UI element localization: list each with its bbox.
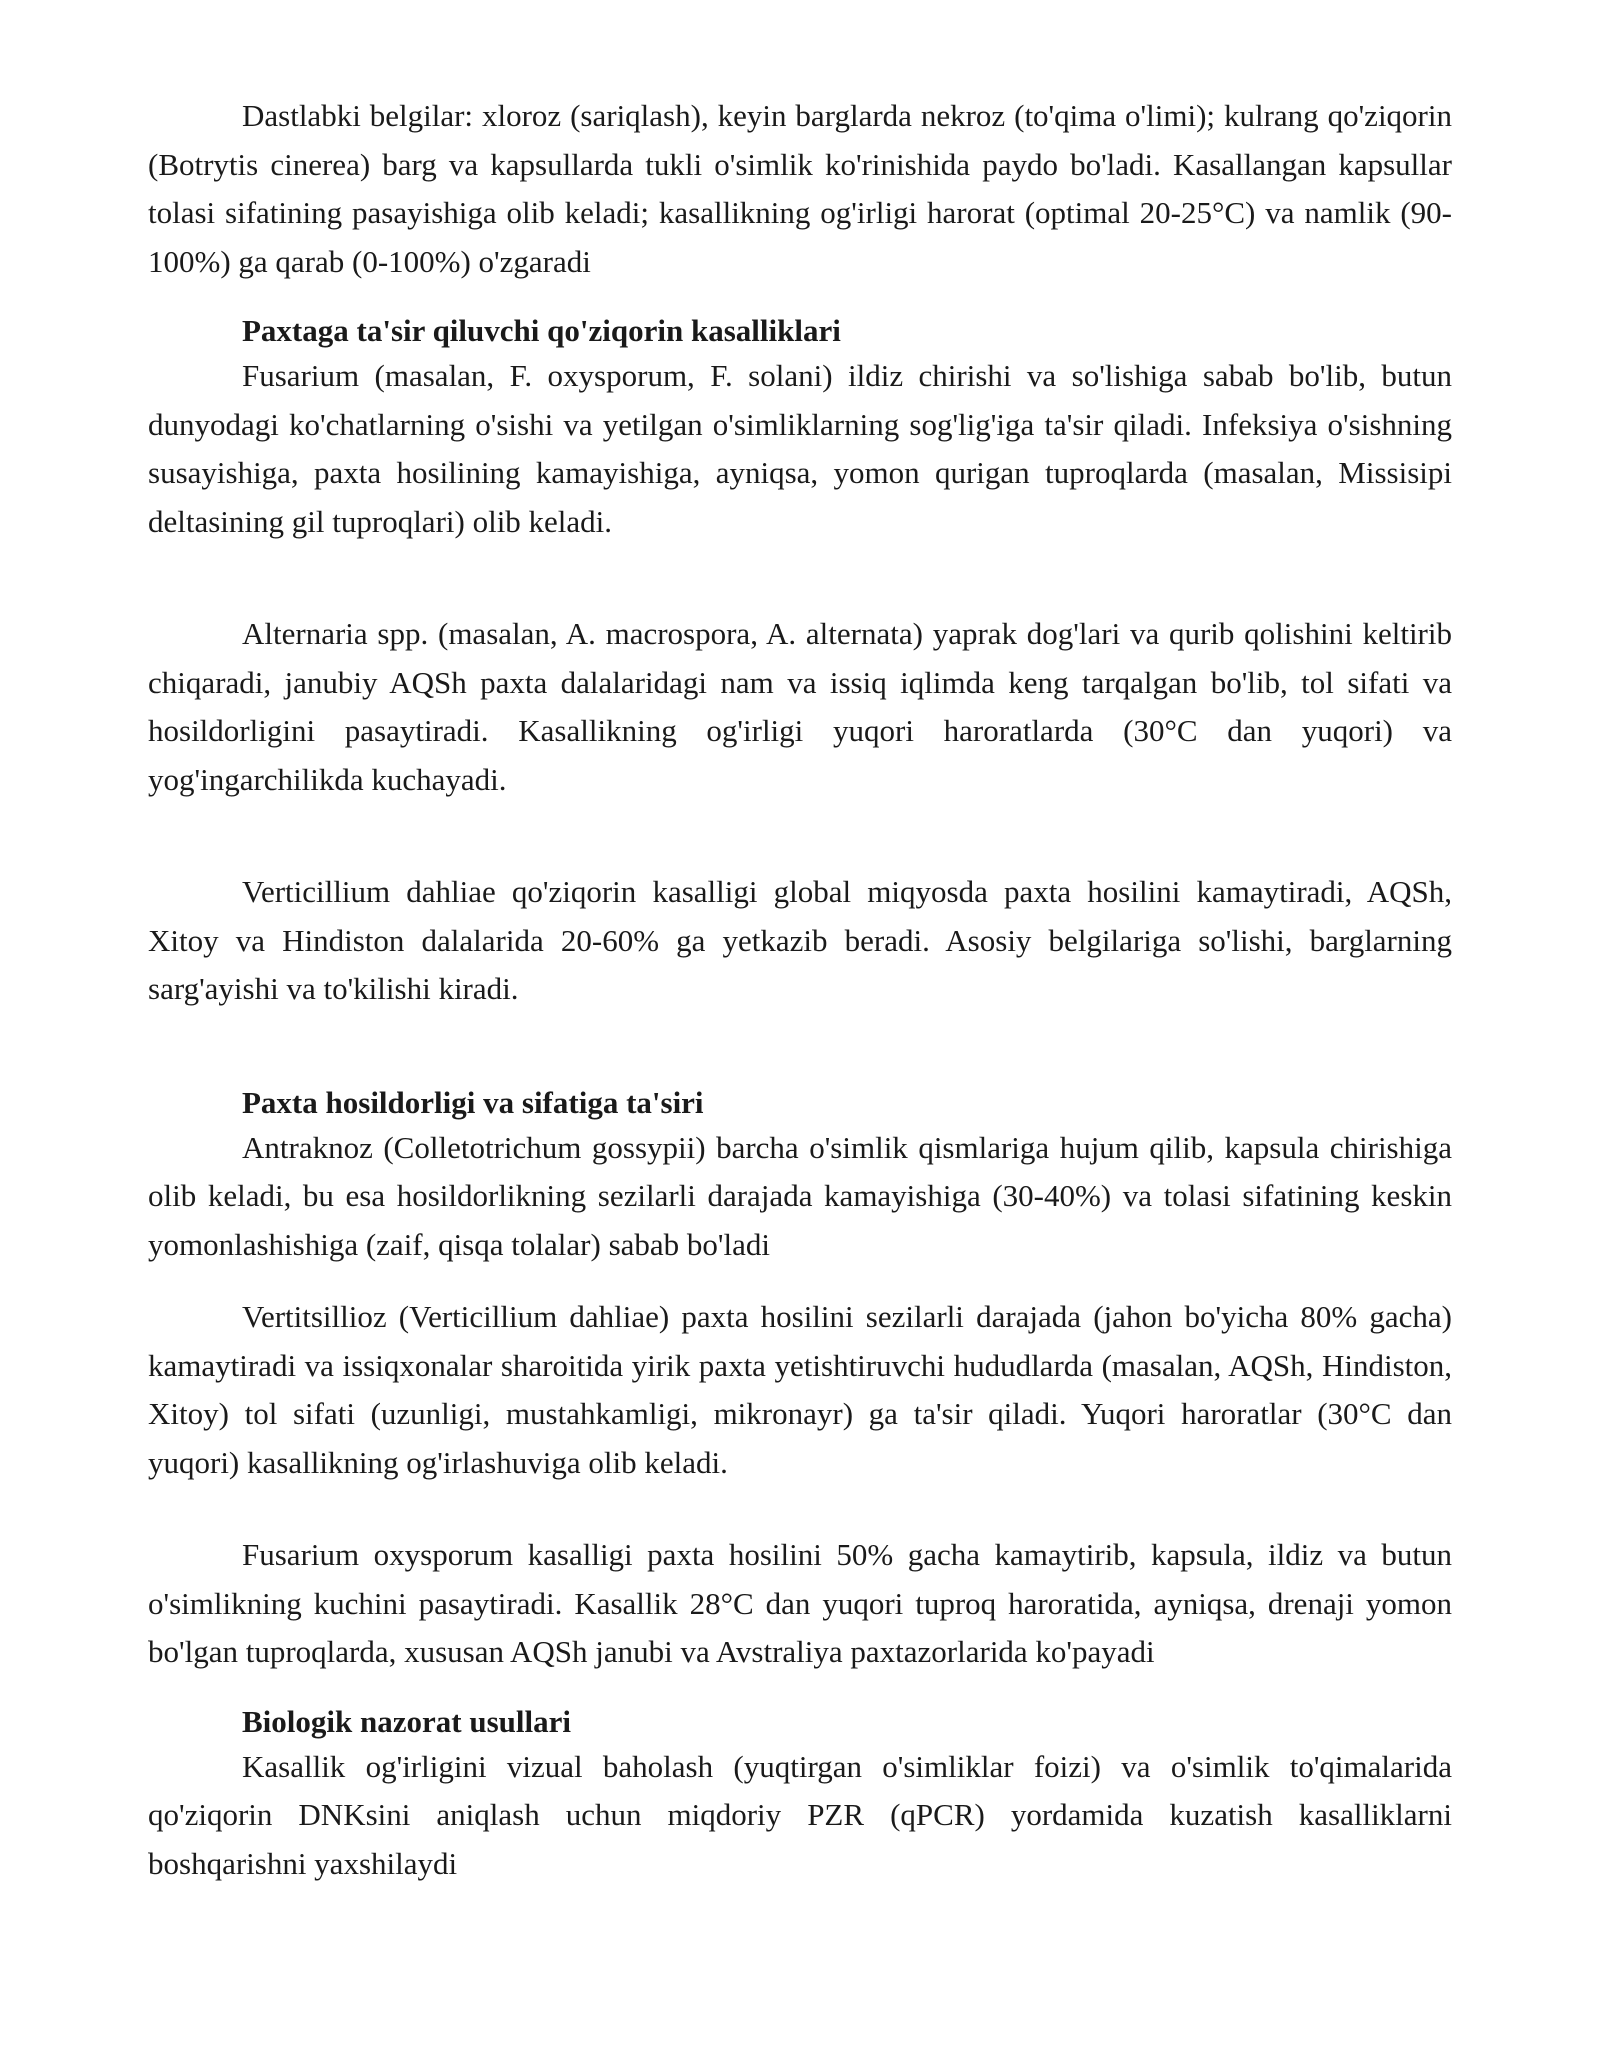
spacer: [148, 1677, 1452, 1701]
heading-yield-quality: Paxta hosildorligi va sifatiga ta'siri: [242, 1084, 704, 1120]
spacer: [148, 1014, 1452, 1082]
spacer: [148, 1269, 1452, 1293]
paragraph-alternaria: Alternaria spp. (masalan, A. macrospora, A. alternata) yaprak dog'lari va qurib qolishini keltirib chiqaradi, janubiy AQSh paxta dalalaridagi nam va issiq iqlimda keng tarqalgan bo'lib, tol sifati va hosildorligini pasaytiradi. Kasallikning og'irligi yuqori haroratlarda (30°C dan yuqori) va yog'ingarchilikda kuchayadi.: [148, 616, 1452, 797]
document-page: [148, 92, 1452, 1888]
heading-fungal-diseases: Paxtaga ta'sir qiluvchi qo'ziqorin kasalliklari: [242, 313, 841, 348]
spacer: [148, 804, 1452, 868]
heading-biological-control: Biologik nazorat usullari: [242, 1703, 571, 1739]
paragraph-fusarium-oxysporum: Fusarium oxysporum kasalligi paxta hosilini 50% gacha kamaytirib, kapsula, ildiz va butun o'simlikning kuchini pasaytiradi. Kasallik 28°C dan yuqori tuproq haroratida, ayniqsa, drenaji yomon bo'lgan tuproqlarda, xususan AQSh janubi va Avstraliya paxtazorlarida ko'payadi: [148, 1537, 1452, 1669]
paragraph-verticillium: Verticillium dahliae qo'ziqorin kasalligi global miqyosda paxta hosilini kamaytiradi, AQSh, Xitoy va Hindiston dalalarida 20-60% ga yetkazib beradi. Asosiy belgilariga so'lishi, barglarning sarg'ayishi va to'kilishi kiradi.: [148, 874, 1452, 1006]
paragraph-fusarium: Fusarium (masalan, F. oxysporum, F. solani) ildiz chirishi va so'lishiga sabab bo'lib, butun dunyodagi ko'chatlarning o'sishi va yetilgan o'simliklarning sog'lig'iga ta'sir qiladi. Infeksiya o'sishning susayishiga, paxta hosilining kamayishiga, ayniqsa, yomon qurigan tuproqlarda (masalan, Missisipi deltasining gil tuproqlari) olib keladi.: [148, 358, 1452, 539]
spacer: [148, 286, 1452, 310]
spacer: [148, 546, 1452, 610]
paragraph-monitoring: Kasallik og'irligini vizual baholash (yuqtirgan o'simliklar foizi) va o'simlik to'qimalarida qo'ziqorin DNKsini aniqlash uchun miqdoriy PZR (qPCR) yordamida kuzatish kasalliklarni boshqarishni yaxshilaydi: [148, 1748, 1452, 1881]
paragraph-verticilliosis: Vertitsillioz (Verticillium dahliae) paxta hosilini sezilarli darajada (jahon bo'yicha 80% gacha) kamaytiradi va issiqxonalar sharoitida yirik paxta yetishtiruvchi hududlarda (masalan, AQSh, Hindiston, Xitoy) tol sifati (uzunligi, mustahkamligi, mikronayr) ga ta'sir qiladi. Yuqori haroratlar (30°C dan yuqori) kasallikning og'irlashuviga olib keladi.: [148, 1299, 1452, 1480]
spacer: [148, 1487, 1452, 1531]
paragraph-anthracnose: Antraknoz (Colletotrichum gossypii) barcha o'simlik qismlariga hujum qilib, kapsula chirishiga olib keladi, bu esa hosildorlikning sezilarli darajada kamayishiga (30-40%) va tolasi sifatining keskin yomonlashishiga (zaif, qisqa tolalar) sabab bo'ladi: [148, 1129, 1452, 1262]
paragraph-symptoms: Dastlabki belgilar: xloroz (sariqlash), keyin barglarda nekroz (to'qima o'limi); kulrang qo'ziqorin (Botrytis cinerea) barg va kapsullarda tukli o'simlik ko'rinishida paydo bo'ladi. Kasallangan kapsullar tolasi sifatining pasayishiga olib keladi; kasallikning og'irligi harorat (optimal 20-25°C) va namlik (90-100%) ga qarab (0-100%) o'zgaradi: [148, 98, 1452, 279]
